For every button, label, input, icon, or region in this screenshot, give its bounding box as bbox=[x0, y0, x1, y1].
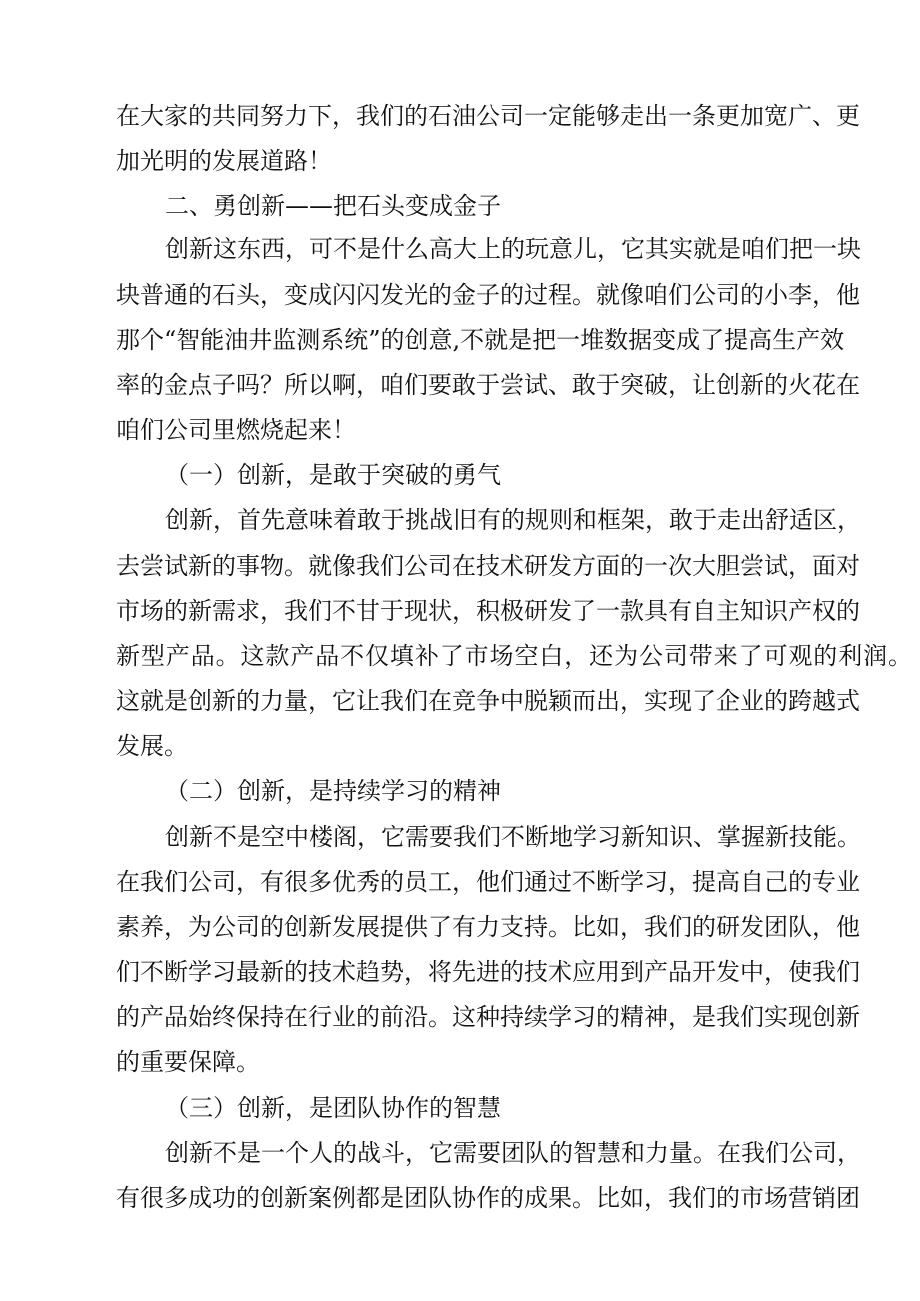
paragraph-line: 素养，为公司的创新发展提供了有力支持。比如，我们的研发团队，他 bbox=[116, 913, 860, 941]
paragraph-line: 新型产品。这款产品不仅填补了市场空白，还为公司带来了可观的利润。 bbox=[116, 642, 912, 670]
paragraph-line: 创新这东西，可不是什么高大上的玩意儿，它其实就是咱们把一块 bbox=[165, 235, 861, 263]
paragraph-line: 市场的新需求，我们不甘于现状，积极研发了一款具有自主知识产权的 bbox=[116, 597, 860, 625]
paragraph-line: 去尝试新的事物。就像我们公司在技术研发方面的一次大胆尝试，面对 bbox=[116, 552, 860, 580]
paragraph-line: 这就是创新的力量，它让我们在竞争中脱颖而出，实现了企业的跨越式 bbox=[116, 687, 860, 715]
paragraph-line: 加光明的发展道路！ bbox=[116, 147, 332, 175]
subsection-heading: （二）创新，是持续学习的精神 bbox=[165, 777, 501, 805]
paragraph-line: 创新，首先意味着敢于挑战旧有的规则和框架，敢于走出舒适区， bbox=[165, 506, 861, 534]
paragraph-line: 创新不是空中楼阁，它需要我们不断地学习新知识、掌握新技能。 bbox=[165, 823, 861, 851]
section-heading: 二、勇创新——把石头变成金子 bbox=[165, 192, 501, 220]
paragraph-line: 有很多成功的创新案例都是团队协作的成果。比如，我们的市场营销团 bbox=[116, 1184, 860, 1212]
subsection-heading: （一）创新，是敢于突破的勇气 bbox=[165, 461, 501, 489]
paragraph-line: 发展。 bbox=[116, 732, 188, 760]
subsection-heading: （三）创新，是团队协作的智慧 bbox=[165, 1094, 501, 1122]
paragraph-line: 的重要保障。 bbox=[116, 1048, 260, 1076]
paragraph-line: 们不断学习最新的技术趋势，将先进的技术应用到产品开发中，使我们 bbox=[116, 958, 860, 986]
paragraph-line: 创新不是一个人的战斗，它需要团队的智慧和力量。在我们公司， bbox=[165, 1139, 861, 1167]
paragraph-line: 在我们公司，有很多优秀的员工，他们通过不断学习，提高自己的专业 bbox=[116, 868, 860, 896]
paragraph-line: 那个“智能油井监测系统”的创意,不就是把一堆数据变成了提高生产效 bbox=[116, 326, 845, 354]
paragraph-line: 咱们公司里燃烧起来！ bbox=[116, 416, 356, 444]
paragraph-line: 在大家的共同努力下，我们的石油公司一定能够走出一条更加宽广、更 bbox=[116, 102, 860, 130]
paragraph-line: 的产品始终保持在行业的前沿。这种持续学习的精神，是我们实现创新 bbox=[116, 1003, 860, 1031]
paragraph-line: 块普通的石头，变成闪闪发光的金子的过程。就像咱们公司的小李，他 bbox=[116, 281, 860, 309]
paragraph-line: 率的金点子吗？所以啊，咱们要敢于尝试、敢于突破，让创新的火花在 bbox=[116, 371, 860, 399]
